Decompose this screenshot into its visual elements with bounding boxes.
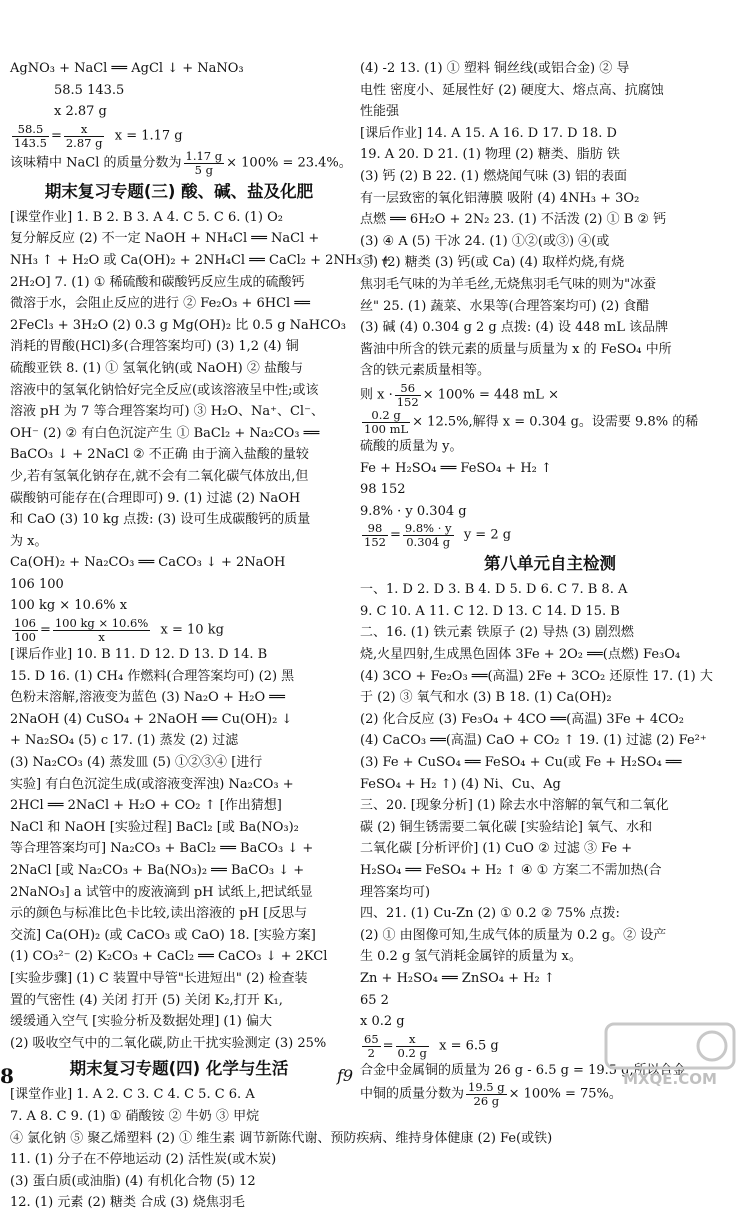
- text-line: NaCl 和 NaOH [实验过程] BaCl₂ [或 Ba(NO₃)₂: [10, 819, 299, 835]
- fraction: $\frac{x}{2.87 g}$: [65, 121, 103, 150]
- page-number: f9: [337, 1066, 354, 1085]
- text-line: 碳 (2) 铜生锈需要二氧化碳 [实验结论] 氧气、水和: [360, 819, 653, 835]
- text-line: (4) CaCO₃ ══(高温) CaO + CO₂ ↑ 19. (1) 过滤 (2) Fe²⁺: [360, 733, 707, 749]
- fraction: $\frac{106}{100}$: [14, 616, 36, 645]
- text-line: 复分解反应 (2) 不一定 NaOH + NH₄Cl ══ NaCl +: [10, 231, 320, 247]
- text-line: 58.5 143.5: [54, 82, 125, 98]
- text-line: 19. A 20. D 21. (1) 物理 (2) 糖类、脂肪 铁: [360, 147, 620, 163]
- section-title-8: 第八单元自主检测: [484, 554, 616, 574]
- fraction: $\frac{98}{152}$: [364, 521, 386, 550]
- text-line: 硫酸的质量为 y。: [360, 438, 463, 454]
- text-line: ⑤) (2) 糖类 (3) 钙(或 Ca) (4) 取样灼烧,有烧: [360, 255, 625, 271]
- text-line: 交流] Ca(OH)₂ (或 CaCO₃ 或 CaO) 18. [实验方案]: [10, 927, 316, 943]
- text-line: 2NaOH (4) CuSO₄ + 2NaOH ══ Cu(OH)₂ ↓: [10, 711, 293, 727]
- text-line: 一、1. D 2. D 3. B 4. D 5. D 6. C 7. B 8. A: [360, 582, 628, 598]
- text-line: 生 0.2 g 氢气消耗金属锌的质量为 x。: [360, 949, 582, 965]
- text-line: (3) Na₂CO₃ (4) 蒸发皿 (5) ①②③④ [进行: [10, 755, 263, 771]
- text-line: H₂SO₄ ══ FeSO₄ + H₂ ↑ ④ ① 方案二不需加热(合: [360, 863, 662, 878]
- text-line: (2) ① 由图像可知,生成气体的质量为 0.2 g。② 设产: [360, 927, 667, 943]
- iron-ratio-line: 则 x · $\frac{56}{152}$ × 100% = 448 mL ×: [360, 380, 559, 409]
- text-line: 点燃 ══ 6H₂O + 2N₂ 23. (1) 不活泼 (2) ① B ② 钙: [360, 212, 667, 228]
- sulfuric-acid-equation: [360, 436, 740, 522]
- text-line: 电性 密度小、延展性好 (2) 硬度大、熔点高、抗腐蚀: [360, 82, 664, 98]
- text-line: 11. (1) 分子在不停地运动 (2) 活性炭(或木炭): [10, 1152, 277, 1168]
- text-line: 65 2: [360, 992, 389, 1008]
- text-line: 碳酸钠可能存在(合理即可) 9. (1) 过滤 (2) NaOH: [10, 490, 301, 506]
- text-line: 示的颜色与标准比色卡比较,读出溶液的 pH [反思与: [10, 906, 308, 922]
- text-line: 三、20. [现象分析] (1) 除去水中溶解的氧气和二氧化: [360, 798, 669, 814]
- text-line: 微溶于水，会阻止反应的进行 ② Fe₂O₃ + 6HCl ══: [10, 296, 311, 312]
- ratio-line-8: $\frac{65}{2}$ = $\frac{x}{0.2 g}$ x = 6.5 g: [364, 1031, 499, 1060]
- text-line: Zn + H₂SO₄ ══ ZnSO₄ + H₂ ↑: [360, 970, 555, 986]
- page-corner-mark: 8: [0, 1064, 14, 1088]
- text-line: 9. C 10. A 11. C 12. D 13. C 14. D 15. B: [360, 603, 620, 619]
- text-line: BaCO₃ ↓ + 2NaCl ② 不正确 由于滴入盐酸的量较: [10, 447, 309, 463]
- silver-chloride-equation: [10, 58, 348, 123]
- text-line: 含的铁元素质量相等。: [360, 363, 491, 379]
- fraction: $\frac{0.2 g}{100 mL}$: [364, 407, 409, 436]
- text-line: 2NaCl [或 Na₂CO₃ + Ba(NO₃)₂ ══ BaCO₃ ↓ +: [10, 863, 305, 878]
- text-line: (3) 碱 (4) 0.304 g 2 g 点拨: (4) 设 448 mL 该品牌: [360, 320, 669, 336]
- ratio-line-3: $\frac{106}{100}$ = $\frac{100 kg \times 10.6\%}{x}$ x = 10 kg: [14, 616, 224, 645]
- text-line: 2HCl ══ 2NaCl + H₂O + CO₂ ↑ [作出猜想]: [10, 798, 282, 814]
- text-line: 实验] 有白色沉淀生成(或溶液变浑浊) Na₂CO₃ +: [10, 776, 294, 792]
- text-line: 消耗的胃酸(HCl)多(合理答案均可) (3) 1,2 (4) 铜: [10, 339, 299, 355]
- text-line: 性能强: [360, 104, 400, 120]
- text-line: ④ 氯化钠 ⑤ 聚乙烯塑料 (2) ① 维生素 调节新陈代谢、预防疾病、维持身体健康 (2) Fe(或铁): [10, 1130, 553, 1146]
- text-line: + Na₂SO₄ (5) c 17. (1) 蒸发 (2) 过滤: [10, 733, 239, 749]
- right-column: [360, 58, 740, 1108]
- text-line: (3) Fe + CuSO₄ ══ FeSO₄ + Cu(或 Fe + H₂SO₄ ══: [360, 755, 682, 771]
- text-line: 酱油中所含的铁元素的质量与质量为 x 的 FeSO₄ 中所: [360, 341, 672, 357]
- fraction: $\frac{56}{152}$: [396, 380, 419, 409]
- text-line: (4) -2 13. (1) ① 塑料 铜丝线(或铝合金) ② 导: [360, 61, 630, 76]
- text-line: 焦羽毛气味的为羊毛丝,无烧焦羽毛气味的则为"冰蚕: [360, 276, 657, 292]
- text-line: (3) ④ A (5) 干冰 24. (1) ①②(或③) ④(或: [360, 233, 610, 249]
- text-line: 色粉末溶解,溶液变为蓝色 (3) Na₂O + H₂O ══: [10, 690, 285, 706]
- watermark-text: MXQE.COM: [623, 1070, 717, 1088]
- text-line: 2NaNO₃] a 试管中的废液滴到 pH 试纸上,把试纸显: [10, 884, 313, 900]
- text-line: 2FeCl₃ + 3H₂O (2) 0.3 g Mg(OH)₂ 比 0.5 g NaHCO₃: [10, 317, 346, 333]
- text-line: 12. (1) 元素 (2) 糖类 合成 (3) 烧焦羽毛: [10, 1195, 245, 1211]
- text-line: 9.8% · y 0.304 g: [360, 503, 467, 519]
- unit-8-answers: [360, 579, 740, 1032]
- text-line: x 2.87 g: [54, 104, 107, 120]
- text-line: (1) CO₃²⁻ (2) K₂CO₃ + CaCl₂ ══ CaCO₃ ↓ + 2KCl: [10, 949, 328, 965]
- fraction: $\frac{19.5 g}{26 g}$: [468, 1080, 505, 1109]
- text-line: [课堂作业] 1. B 2. B 3. A 4. C 5. C 6. (1) O₂: [10, 209, 283, 225]
- text-line: 溶液 pH 为 7 等合理答案均可) ③ H₂O、Na⁺、Cl⁻、: [10, 404, 324, 420]
- text-line: 等合理答案均可] Na₂CO₃ + BaCl₂ ══ BaCO₃ ↓ +: [10, 841, 314, 857]
- fraction: $\frac{65}{2}$: [364, 1031, 379, 1060]
- section-title-3: 期末复习专题(三) 酸、碱、盐及化肥: [44, 181, 314, 201]
- text-line: 硫酸亚铁 8. (1) ① 氢氧化钠(或 NaOH) ② 盐酸与: [10, 360, 304, 376]
- text-line: 溶液中的氢氧化钠恰好完全反应(或该溶液呈中性;或该: [10, 382, 319, 398]
- text-line: OH⁻ (2) ② 有白色沉淀产生 ① BaCl₂ + Na₂CO₃ ══: [10, 425, 320, 441]
- text-line: 四、21. (1) Cu-Zn (2) ① 0.2 ② 75% 点拨:: [360, 906, 620, 922]
- text-line: [课后作业] 14. A 15. A 16. D 17. D 18. D: [360, 125, 617, 141]
- text-line: 100 kg × 10.6% x: [10, 598, 128, 614]
- text-line: FeSO₄ + H₂ ↑) (4) Ni、Cu、Ag: [360, 776, 561, 792]
- text-line: (3) 钙 (2) B 22. (1) 燃烧闻气味 (3) 铝的表面: [360, 168, 627, 184]
- text-line: 丝" 25. (1) 蔬菜、水果等(合理答案均可) (2) 食醋: [360, 298, 650, 314]
- ratio-line-7: $\frac{98}{152}$ = $\frac{9.8\% \cdot y}{0.304 g}$ y = 2 g: [364, 521, 512, 550]
- mass-fraction-line: 该味精中 NaCl 的质量分数为 $\frac{1.17 g}{5 g}$ × 100% = 23.4%。: [10, 148, 352, 177]
- fraction: $\frac{100 kg \times 10.6\%}{x}$: [54, 616, 149, 645]
- text-line: 二氧化碳 [分析评价] (1) CuO ② 过滤 ③ Fe +: [360, 841, 633, 857]
- text-line: 缓缓通入空气 [实验分析及数据处理] (1) 偏大: [10, 1014, 272, 1030]
- section-title-4: 期末复习专题(四) 化学与生活: [69, 1059, 289, 1079]
- text-line: 106 100: [10, 576, 64, 592]
- ratio-line-1: $\frac{58.5}{143.5}$ = $\frac{x}{2.87 g}$ x = 1.17 g: [14, 121, 183, 150]
- text-line: 合金中金属铜的质量为 26 g - 6.5 g = 19.5 g,所以合金: [360, 1062, 686, 1078]
- text-line: [实验步骤] (1) C 装置中导管"长进短出" (2) 检查装: [10, 970, 308, 986]
- fraction: $\frac{58.5}{143.5}$: [14, 121, 47, 150]
- text-line: (2) 化合反应 (3) Fe₃O₄ + 4CO ══(高温) 3Fe + 4CO₂: [360, 711, 684, 727]
- text-line: 和 CaO (3) 10 kg 点拨: (3) 设可生成碳酸钙的质量: [10, 512, 311, 528]
- text-line: 少,若有氢氧化钠存在,就不会有二氧化碳气体放出,但: [10, 468, 309, 484]
- text-line: 7. A 8. C 9. (1) ① 硝酸铵 ② 牛奶 ③ 甲烷: [10, 1108, 260, 1124]
- text-line: 二、16. (1) 铁元素 铁原子 (2) 导热 (3) 剧烈燃: [360, 625, 634, 641]
- fraction: $\frac{1.17 g}{5 g}$: [185, 148, 223, 177]
- text-line: 15. D 16. (1) CH₄ 作燃料(合理答案均可) (2) 黑: [10, 668, 295, 684]
- text-line: 有一层致密的氧化铝薄膜 吸附 (4) 4NH₃ + 3O₂: [360, 190, 640, 206]
- text-line: 98 152: [360, 482, 406, 498]
- fraction: $\frac{x}{0.2 g}$: [397, 1031, 427, 1060]
- text-line: 2H₂O] 7. (1) ① 稀硫酸和碳酸钙反应生成的硫酸钙: [10, 274, 305, 290]
- text-line: x 0.2 g: [360, 1014, 405, 1030]
- section-3-homework: [10, 644, 348, 1054]
- text-line: [课后作业] 10. B 11. D 12. D 13. D 14. B: [10, 647, 268, 663]
- text-line: 烧,火星四射,生成黑色固体 3Fe + 2O₂ ══(点燃) Fe₃O₄: [360, 647, 681, 663]
- text-line: (3) 蛋白质(或油脂) (4) 有机化合物 (5) 12: [10, 1173, 256, 1189]
- copper-fraction-line: 中铜的质量分数为 $\frac{19.5 g}{26 g}$ × 100% = 75%。: [360, 1080, 622, 1109]
- section-4-continued: [360, 58, 740, 382]
- text-line: AgNO₃ + NaCl ══ AgCl ↓ + NaNO₃: [10, 61, 244, 76]
- watermark-stamp: [600, 1018, 740, 1090]
- text-line: NH₃ ↑ + H₂O 或 Ca(OH)₂ + 2NH₄Cl ══ CaCl₂ + 2NH₃ ↑ +: [10, 252, 392, 268]
- text-line: (2) 吸收空气中的二氧化碳,防止干扰实验测定 (3) 25%: [10, 1035, 327, 1051]
- text-line: Fe + H₂SO₄ ══ FeSO₄ + H₂ ↑: [360, 460, 552, 476]
- text-line: 于 (2) ③ 氧气和水 (3) B 18. (1) Ca(OH)₂: [360, 690, 612, 706]
- text-line: 置的气密性 (4) 关闭 打开 (5) 关闭 K₂,打开 K₁,: [10, 992, 283, 1008]
- fraction: $\frac{9.8\% \cdot y}{0.304 g}$: [404, 521, 452, 550]
- text-line: 为 x。: [10, 533, 48, 549]
- iron-solve-line: $\frac{0.2 g}{100 mL}$ × 12.5%,解得 x = 0.304 g。设需要 9.8% 的稀: [364, 407, 699, 436]
- text-line: (4) 3CO + Fe₂O₃ ══(高温) 2Fe + 3CO₂ 还原性 17. (1) 大: [360, 668, 713, 684]
- text-line: 理答案均可): [360, 884, 431, 900]
- text-line: Ca(OH)₂ + Na₂CO₃ ══ CaCO₃ ↓ + 2NaOH: [10, 555, 286, 571]
- text-line: [课堂作业] 1. A 2. C 3. C 4. C 5. C 6. A: [10, 1087, 255, 1103]
